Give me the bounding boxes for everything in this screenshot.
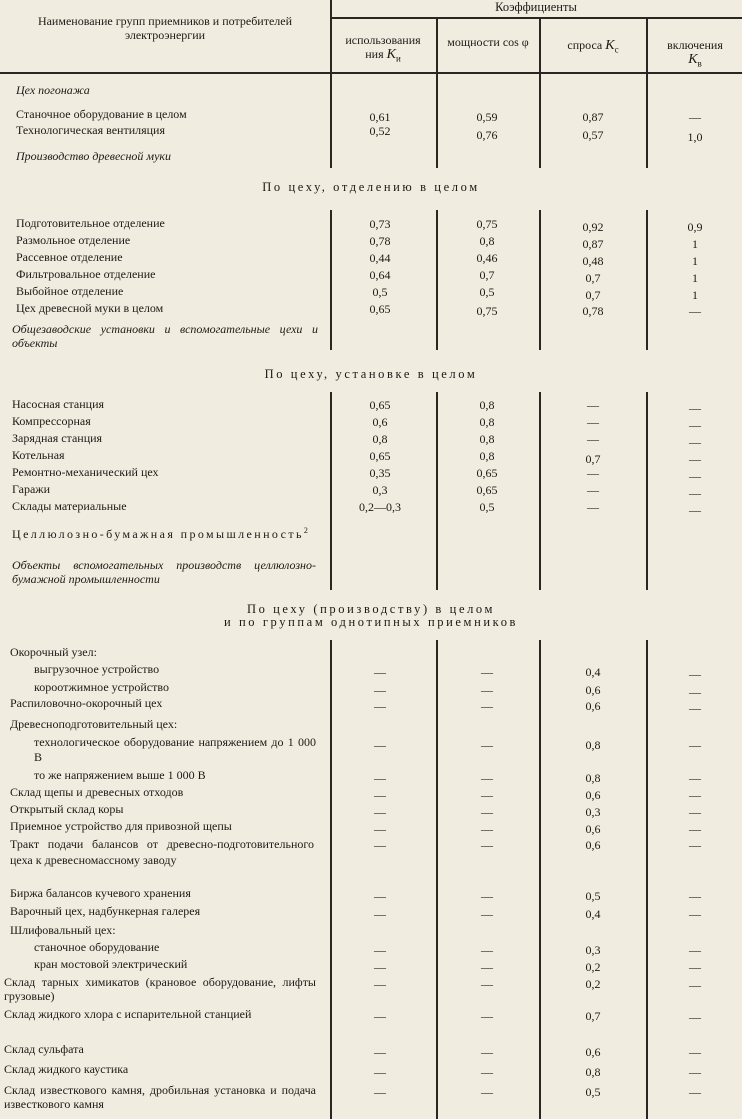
cell-value: 1: [692, 254, 698, 268]
row-label: кран мостовой электрический: [34, 957, 188, 971]
cell-value: 0,7: [585, 271, 601, 285]
row-label: Цех древесной муки в целом: [16, 301, 164, 315]
cell-value: —: [481, 960, 493, 974]
cell-value: 0,48: [582, 254, 604, 268]
row-label: Приемное устройство для привозной щепы: [10, 819, 232, 833]
cell-value: —: [689, 401, 701, 415]
cell-value: —: [689, 1045, 701, 1059]
cell-value: —: [481, 699, 493, 713]
cell-value: 0,9: [687, 220, 703, 234]
cell-value: 0,4: [585, 665, 601, 679]
cell-value: —: [481, 889, 493, 903]
cell-value: 0,35: [369, 466, 391, 480]
cell-value: 0,3: [585, 943, 601, 957]
table-row: [0, 415, 742, 432]
cell-value: 0,6: [585, 1045, 601, 1059]
cell-value: 0,65: [476, 466, 498, 480]
table-row: [0, 285, 742, 302]
cell-value: —: [481, 771, 493, 785]
table-row: [0, 466, 742, 483]
table-row: [0, 432, 742, 449]
cell-value: —: [374, 889, 386, 903]
cell-value: —: [481, 805, 493, 819]
table-row: [0, 1043, 742, 1060]
cell-value: —: [689, 1085, 701, 1099]
cell-value: —: [689, 685, 701, 699]
row-label: Склады материальные: [12, 499, 127, 513]
section-heading: и по группам однотипных приемников: [223, 615, 519, 629]
group-heading: Производство древесной муки: [16, 149, 172, 163]
table-row: [0, 500, 742, 517]
cell-value: 0,2—0,3: [359, 500, 401, 514]
cell-value: 0,65: [369, 449, 391, 463]
cell-value: 0,2: [585, 977, 601, 991]
cell-value: —: [481, 738, 493, 752]
row-label: Размольное отделение: [16, 233, 131, 247]
table-row: [0, 398, 742, 415]
cell-value: —: [689, 1065, 701, 1079]
section-heading: По цеху (производству) в целом: [246, 602, 496, 616]
cell-value: 0,92: [582, 220, 604, 234]
cell-value: 1,0: [687, 130, 703, 144]
row-label: Станочное оборудование в целом: [16, 107, 187, 121]
group-heading: Объекты вспомогательных производств целлюлозно-бумажной промышленности: [12, 558, 316, 586]
table-row: [0, 975, 742, 1005]
cell-value: —: [689, 738, 701, 752]
table-row: [0, 302, 742, 319]
table-row: [0, 1083, 742, 1115]
cell-value: —: [689, 838, 701, 852]
cell-value: 0,8: [585, 1065, 601, 1079]
cell-value: —: [374, 943, 386, 957]
table-row: [0, 663, 742, 680]
cell-value: 0,57: [582, 128, 604, 142]
row-label: Склад тарных химикатов (крановое оборудование, лифты грузовые): [4, 975, 316, 1003]
table-row: [0, 123, 742, 144]
row-label: Склад сульфата: [4, 1042, 84, 1056]
cell-value: 0,5: [372, 285, 388, 299]
cell-value: 0,5: [479, 500, 495, 514]
cell-value: 0,8: [479, 398, 495, 412]
cell-value: 0,7: [585, 288, 601, 302]
col-header-demand: спроса $K_с$: [567, 38, 619, 55]
cell-value: —: [374, 977, 386, 991]
cell-value: 0,8: [585, 771, 601, 785]
cell-value: —: [587, 432, 599, 446]
table-row: [0, 268, 742, 285]
table-row: [0, 836, 742, 886]
cell-value: 0,75: [476, 217, 498, 231]
group-label: Древесноподготовительный цех:: [10, 717, 178, 731]
cell-value: 0,7: [585, 1009, 601, 1023]
row-label: Ремонтно-механический цех: [12, 465, 159, 479]
table-row: [0, 820, 742, 837]
row-label: выгрузочное устройство: [34, 662, 160, 676]
cell-value: —: [689, 771, 701, 785]
row-label: Зарядная станция: [12, 431, 103, 445]
cell-value: 0,5: [585, 889, 601, 903]
cell-value: —: [374, 822, 386, 836]
cell-value: 0,8: [479, 432, 495, 446]
cell-value: 0,4: [585, 907, 601, 921]
cell-value: 0,8: [372, 432, 388, 446]
cell-value: —: [481, 1009, 493, 1023]
cell-value: 0,6: [585, 683, 601, 697]
cell-value: —: [374, 683, 386, 697]
cell-value: 1: [692, 271, 698, 285]
cell-value: 0,5: [479, 285, 495, 299]
cell-value: 0,8: [585, 738, 601, 752]
cell-value: 0,8: [479, 449, 495, 463]
table-row: [0, 769, 742, 786]
cell-value: —: [689, 452, 701, 466]
section-heading: По цеху, установке в целом: [264, 367, 478, 381]
table-row: [0, 941, 742, 958]
group-label: Шлифовальный цех:: [10, 923, 116, 937]
cell-value: —: [587, 466, 599, 480]
cell-value: —: [689, 1010, 701, 1024]
row-label: Варочный цех, надбункерная галерея: [10, 904, 201, 918]
row-label: Котельная: [12, 448, 65, 462]
cell-value: —: [481, 683, 493, 697]
table-row: [0, 449, 742, 466]
cell-value: —: [481, 788, 493, 802]
cell-value: 0,6: [585, 822, 601, 836]
row-label: Выбойное отделение: [16, 284, 124, 298]
cell-value: —: [689, 667, 701, 681]
section-heading: По цеху, отделению в целом: [262, 180, 480, 194]
table-row: [0, 1007, 742, 1037]
cell-value: 0,78: [582, 304, 604, 318]
cell-value: 0,5: [585, 1085, 601, 1099]
table-row: [0, 735, 742, 769]
cell-value: —: [689, 435, 701, 449]
cell-value: 0,73: [369, 217, 391, 231]
table-row: [0, 697, 742, 714]
cell-value: —: [481, 838, 493, 852]
row-label: Биржа балансов кучевого хранения: [10, 886, 191, 900]
cell-value: —: [689, 788, 701, 802]
cell-value: —: [481, 822, 493, 836]
cell-value: —: [374, 1009, 386, 1023]
group-heading: Общезаводские установки и вспомогательные цехи и объекты: [12, 322, 318, 350]
table-row: [0, 905, 742, 922]
cell-value: —: [587, 398, 599, 412]
cell-value: —: [689, 110, 701, 124]
cell-value: —: [689, 418, 701, 432]
cell-value: —: [374, 699, 386, 713]
row-label: Склад жидкого каустика: [4, 1062, 129, 1076]
cell-value: 0,44: [369, 251, 391, 265]
row-label: Фильтровальное отделение: [16, 267, 156, 281]
table-row: [0, 803, 742, 820]
cell-value: —: [587, 415, 599, 429]
industry-heading: Целлюлозно-бумажная промышленность$^2$: [12, 526, 308, 541]
cell-value: 0,6: [585, 838, 601, 852]
cell-value: 0,76: [476, 128, 498, 142]
cell-value: 0,75: [476, 304, 498, 318]
cell-value: 0,8: [479, 415, 495, 429]
cell-value: —: [481, 1085, 493, 1099]
table-row: [0, 217, 742, 234]
cell-value: 0,7: [585, 452, 601, 466]
row-label: Насосная станция: [12, 397, 105, 411]
cell-value: 0,87: [582, 110, 604, 124]
cell-value: —: [689, 978, 701, 992]
table-row: [0, 483, 742, 500]
cell-value: —: [689, 960, 701, 974]
cell-value: —: [689, 889, 701, 903]
cell-value: —: [374, 771, 386, 785]
cell-value: 0,61: [369, 110, 391, 124]
cell-value: —: [374, 1045, 386, 1059]
row-label: технологическое оборудование напряжением до 1 000 В: [34, 735, 316, 764]
row-label: то же напряжением выше 1 000 В: [34, 768, 206, 782]
row-label: Гаражи: [12, 482, 51, 496]
row-label: Тракт подачи балансов от древесно-подготовительного цеха к древесномассному заводу: [10, 837, 314, 867]
cell-value: 0,2: [585, 960, 601, 974]
cell-value: —: [374, 788, 386, 802]
row-label: Рассевное отделение: [16, 250, 123, 264]
coefficients-header: Коэффициенты: [495, 0, 577, 14]
cell-value: —: [481, 1045, 493, 1059]
row-label: короотжимное устройство: [34, 680, 169, 694]
cell-value: 0,65: [476, 483, 498, 497]
table-row: [0, 1063, 742, 1080]
cell-value: 0,3: [585, 805, 601, 819]
cell-value: —: [689, 943, 701, 957]
cell-value: —: [689, 805, 701, 819]
row-label: Компрессорная: [12, 414, 91, 428]
table-row: [0, 234, 742, 251]
row-label: Подготовительное отделение: [16, 216, 165, 230]
cell-value: 0,64: [369, 268, 391, 282]
group-heading: Цех погонажа: [16, 83, 90, 97]
cell-value: 0,6: [585, 699, 601, 713]
cell-value: 0,3: [372, 483, 388, 497]
row-label: Склад щепы и древесных отходов: [10, 785, 184, 799]
cell-value: 0,87: [582, 237, 604, 251]
row-label: Открытый склад коры: [10, 802, 124, 816]
cell-value: 1: [692, 237, 698, 251]
name-column-header: Наименование групп приемников и потребителей электроэнергии: [37, 14, 293, 42]
cell-value: 1: [692, 288, 698, 302]
table-row: [0, 786, 742, 803]
cell-value: —: [374, 838, 386, 852]
cell-value: —: [481, 1065, 493, 1079]
cell-value: 0,6: [372, 415, 388, 429]
row-label: Склад известкового камня, дробильная установка и подача известкового камня: [4, 1083, 316, 1111]
cell-value: 0,46: [476, 251, 498, 265]
cell-value: —: [689, 701, 701, 715]
header-rule: [330, 17, 742, 19]
cell-value: —: [481, 665, 493, 679]
cell-value: —: [689, 907, 701, 921]
cell-value: 0,65: [369, 398, 391, 412]
header-bottom-rule: [0, 72, 742, 74]
row-label: Технологическая вентиляция: [16, 123, 165, 137]
cell-value: —: [481, 943, 493, 957]
table-row: [0, 958, 742, 975]
col-header-utilization: использования ния $K_и$: [345, 33, 421, 64]
cell-value: 0,7: [479, 268, 495, 282]
table-row: [0, 251, 742, 268]
cell-value: —: [374, 960, 386, 974]
row-label: станочное оборудование: [34, 940, 160, 954]
cell-value: —: [374, 907, 386, 921]
cell-value: 0,65: [369, 302, 391, 316]
row-label: Склад жидкого хлора с испарительной станцией: [4, 1007, 252, 1021]
col-header-power-factor: мощности cos φ: [447, 35, 529, 49]
cell-value: —: [374, 805, 386, 819]
col-header-switching: включения $K_в$: [667, 38, 723, 69]
cell-value: 0,6: [585, 788, 601, 802]
group-label: Окорочный узел:: [10, 645, 97, 659]
cell-value: —: [374, 665, 386, 679]
cell-value: —: [481, 907, 493, 921]
cell-value: —: [689, 503, 701, 517]
cell-value: —: [689, 304, 701, 318]
cell-value: —: [374, 738, 386, 752]
cell-value: 0,52: [369, 124, 391, 138]
cell-value: —: [374, 1065, 386, 1079]
cell-value: 0,59: [476, 110, 498, 124]
cell-value: —: [689, 486, 701, 500]
cell-value: —: [587, 500, 599, 514]
cell-value: —: [689, 822, 701, 836]
cell-value: —: [689, 469, 701, 483]
cell-value: 0,78: [369, 234, 391, 248]
table-row: [0, 887, 742, 904]
cell-value: 0,8: [479, 234, 495, 248]
row-label: Распиловочно-окорочный цех: [10, 696, 163, 710]
cell-value: —: [587, 483, 599, 497]
cell-value: —: [374, 1085, 386, 1099]
cell-value: —: [481, 977, 493, 991]
